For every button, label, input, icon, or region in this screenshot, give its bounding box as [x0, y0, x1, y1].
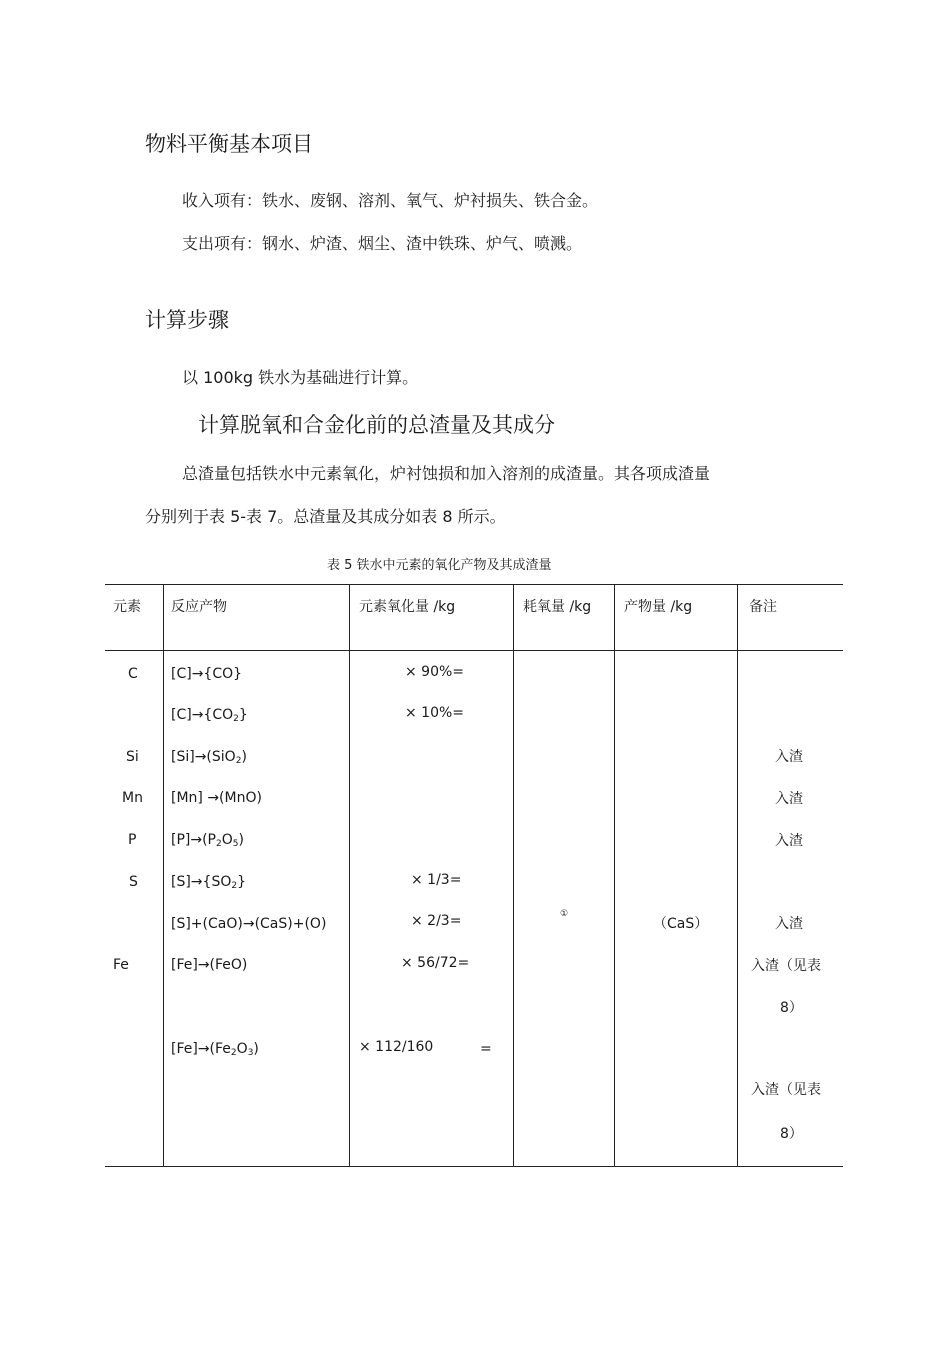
reaction-cell: $[C]\to\{CO_2\}$ — [171, 707, 248, 724]
expense-items: 支出项有：钢水、炉渣、烟尘、渣中铁珠、炉气、喷溅。 — [182, 234, 583, 253]
heading-material-balance: 物料平衡基本项目 — [145, 132, 313, 156]
remark-cell: 入渣 — [775, 749, 803, 765]
remark-cell: 入渣 — [775, 833, 803, 849]
reaction-cell: [Mn] →(MnO) — [171, 790, 262, 806]
col-divider-5 — [737, 584, 738, 1167]
table-header-rule — [105, 650, 843, 651]
reaction-cell: [Fe]→(FeO) — [171, 957, 248, 973]
reaction-cell: [S]+(CaO)→(CaS)+(O) — [171, 916, 327, 932]
oxygen-footnote-marker: ① — [560, 909, 569, 919]
remark-cell: 入渣 — [775, 916, 803, 932]
element-cell: Fe — [113, 957, 129, 973]
remark-cell: 入渣 — [775, 791, 803, 807]
element-cell: Si — [126, 749, 139, 765]
oxidation-cell: × 90%= — [405, 664, 465, 680]
paragraph-line-2: 分别列于表 5-表 7。总渣量及其成分如表 8 所示。 — [145, 507, 506, 526]
reaction-cell: [Si]→(SiO$_2$) — [171, 749, 247, 766]
table-caption: 表 5 铁水中元素的氧化产物及其成渣量 — [327, 558, 552, 573]
header-product-amount: 产物量 /kg — [624, 599, 693, 615]
reaction-cell: $[S]\to\{SO_2\}$ — [171, 874, 247, 891]
header-element: 元素 — [113, 599, 141, 615]
paragraph-line-1: 总渣量包括铁水中元素氧化，炉衬蚀损和加入溶剂的成渣量。其各项成渣量 — [182, 464, 711, 483]
table-top-rule — [105, 584, 843, 585]
oxidation-cell: × 1/3= — [411, 872, 462, 888]
remark-cell: 8） — [780, 1126, 803, 1142]
remark-cell: 入渣（见表 — [751, 1082, 821, 1098]
header-oxygen-consumption: 耗氧量 /kg — [523, 599, 592, 615]
element-cell: S — [129, 874, 138, 890]
col-divider-2 — [349, 584, 350, 1167]
heading-calculation-steps: 计算步骤 — [145, 308, 229, 332]
income-items: 收入项有：铁水、废钢、溶剂、氧气、炉衬损失、铁合金。 — [182, 191, 599, 210]
header-reaction-product: 反应产物 — [171, 599, 227, 615]
element-cell: Mn — [122, 790, 143, 806]
reaction-cell: [C]→{CO} — [171, 666, 243, 682]
reaction-cell: $[Fe]\to(Fe_2O_3)$ — [171, 1041, 259, 1058]
oxidation-cell: × 112/160 — [359, 1039, 434, 1055]
product-cell: （CaS） — [653, 916, 709, 932]
header-remarks: 备注 — [749, 599, 777, 615]
remark-cell: 8） — [780, 1000, 803, 1016]
col-divider-4 — [614, 584, 615, 1167]
table-bottom-rule — [105, 1166, 843, 1167]
reaction-cell: $[P]\to(P_2O_5)$ — [171, 832, 244, 849]
element-cell: P — [128, 832, 137, 848]
calculation-basis: 以 100kg 铁水为基础进行计算。 — [182, 368, 419, 387]
col-divider-1 — [163, 584, 164, 1167]
heading-total-slag: 计算脱氧和合金化前的总渣量及其成分 — [198, 413, 555, 437]
col-divider-3 — [513, 584, 514, 1167]
element-cell: C — [128, 666, 138, 682]
oxidation-cell: × 10%= — [405, 705, 465, 721]
remark-cell: 入渣（见表 — [751, 958, 821, 974]
oxidation-cell: × 2/3= — [411, 913, 462, 929]
header-oxidation-amount: 元素氧化量 /kg — [359, 599, 456, 615]
oxidation-cell: = — [480, 1041, 492, 1057]
oxidation-cell: × 56/72= — [401, 955, 470, 971]
